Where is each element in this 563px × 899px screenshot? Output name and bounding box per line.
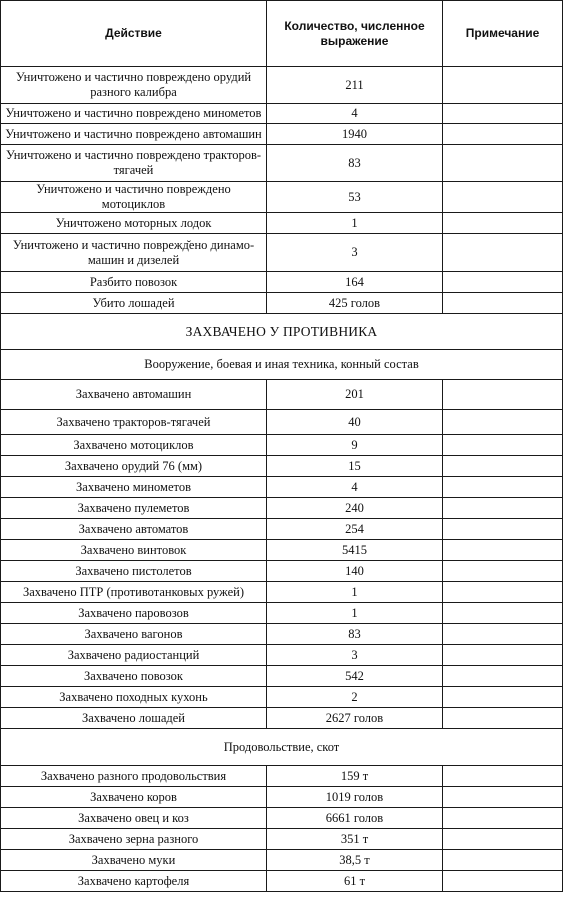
table-row bbox=[1, 582, 563, 603]
value-cell: 38,5 т bbox=[267, 850, 443, 871]
table-row bbox=[1, 829, 563, 850]
action-cell: Захвачено вагонов bbox=[1, 624, 267, 645]
action-cell: Захвачено пулеметов bbox=[1, 498, 267, 519]
table-row bbox=[1, 272, 563, 293]
table-row bbox=[1, 708, 563, 729]
table-row bbox=[1, 645, 563, 666]
table-row bbox=[1, 603, 563, 624]
value-cell: 61 т bbox=[267, 871, 443, 892]
action-cell: Захвачено винтовок bbox=[1, 540, 267, 561]
value-cell: 164 bbox=[267, 272, 443, 293]
note-cell bbox=[443, 666, 563, 687]
table-header-row bbox=[1, 1, 563, 67]
table-row bbox=[1, 561, 563, 582]
value-cell: 425 голов bbox=[267, 293, 443, 314]
note-cell bbox=[443, 182, 563, 213]
value-cell: 40 bbox=[267, 410, 443, 435]
note-cell bbox=[443, 766, 563, 787]
action-cell: Захвачено разного продовольствия bbox=[1, 766, 267, 787]
section-captured-title: ЗАХВАЧЕНО У ПРОТИВНИКА bbox=[1, 314, 563, 350]
table-row bbox=[1, 410, 563, 435]
value-cell: 15 bbox=[267, 456, 443, 477]
action-cell: Захвачено лошадей bbox=[1, 708, 267, 729]
value-cell: 2627 голов bbox=[267, 708, 443, 729]
table-row bbox=[1, 666, 563, 687]
table-row bbox=[1, 477, 563, 498]
value-cell: 3 bbox=[267, 645, 443, 666]
note-cell bbox=[443, 380, 563, 410]
note-cell bbox=[443, 603, 563, 624]
note-cell bbox=[443, 410, 563, 435]
table-row bbox=[1, 234, 563, 272]
action-cell: Захвачено минометов bbox=[1, 477, 267, 498]
note-cell bbox=[443, 456, 563, 477]
note-cell bbox=[443, 687, 563, 708]
action-cell: Захвачено паровозов bbox=[1, 603, 267, 624]
table-row bbox=[1, 67, 563, 104]
note-cell bbox=[443, 561, 563, 582]
note-cell bbox=[443, 272, 563, 293]
value-cell: 53 bbox=[267, 182, 443, 213]
table-row bbox=[1, 293, 563, 314]
value-cell: 2 bbox=[267, 687, 443, 708]
value-cell: 83 bbox=[267, 624, 443, 645]
action-cell: Уничтожено и частично повреждено минометов bbox=[1, 104, 267, 124]
action-cell: Уничтожено и частично повреждено автомашин bbox=[1, 124, 267, 145]
value-cell: 4 bbox=[267, 477, 443, 498]
action-cell: Захвачено овец и коз bbox=[1, 808, 267, 829]
subsection-row bbox=[1, 729, 563, 766]
value-cell: 542 bbox=[267, 666, 443, 687]
action-cell: Уничтожено и частично повреждено мотоциклов bbox=[1, 182, 267, 213]
note-cell bbox=[443, 293, 563, 314]
action-cell: Захвачено зерна разного bbox=[1, 829, 267, 850]
action-cell: Захвачено пистолетов bbox=[1, 561, 267, 582]
section-row bbox=[1, 314, 563, 350]
header-quantity: Количество, численное выражение bbox=[267, 1, 443, 67]
table-row bbox=[1, 766, 563, 787]
note-cell bbox=[443, 213, 563, 234]
action-cell: Захвачено автомашин bbox=[1, 380, 267, 410]
value-cell: 1 bbox=[267, 582, 443, 603]
action-cell: Захвачено радиостанций bbox=[1, 645, 267, 666]
value-cell: 1019 голов bbox=[267, 787, 443, 808]
value-cell: 1940 bbox=[267, 124, 443, 145]
action-cell: Уничтожено и частично повреждено орудий разного калибра bbox=[1, 67, 267, 104]
note-cell bbox=[443, 808, 563, 829]
table-row bbox=[1, 145, 563, 182]
table-row bbox=[1, 850, 563, 871]
note-cell bbox=[443, 850, 563, 871]
value-cell: 211 bbox=[267, 67, 443, 104]
action-cell: Захвачено автоматов bbox=[1, 519, 267, 540]
action-cell: Захвачено ПТР (противотанковых ружей) bbox=[1, 582, 267, 603]
note-cell bbox=[443, 104, 563, 124]
note-cell bbox=[443, 435, 563, 456]
table-row bbox=[1, 687, 563, 708]
value-cell: 83 bbox=[267, 145, 443, 182]
action-cell: Захвачено походных кухонь bbox=[1, 687, 267, 708]
table-row bbox=[1, 624, 563, 645]
action-cell: Убито лошадей bbox=[1, 293, 267, 314]
note-cell bbox=[443, 708, 563, 729]
table-row bbox=[1, 213, 563, 234]
value-cell: 4 bbox=[267, 104, 443, 124]
note-cell bbox=[443, 787, 563, 808]
subsection-equipment-title: Вооружение, боевая и иная техника, конный состав bbox=[1, 350, 563, 380]
value-cell: 201 bbox=[267, 380, 443, 410]
note-cell bbox=[443, 477, 563, 498]
subsection-row bbox=[1, 350, 563, 380]
table-row bbox=[1, 124, 563, 145]
table-row bbox=[1, 104, 563, 124]
header-note: Примечание bbox=[443, 1, 563, 67]
value-cell: 5415 bbox=[267, 540, 443, 561]
note-cell bbox=[443, 519, 563, 540]
table-row bbox=[1, 787, 563, 808]
note-cell bbox=[443, 582, 563, 603]
value-cell: 140 bbox=[267, 561, 443, 582]
note-cell bbox=[443, 234, 563, 272]
action-cell: Уничтожено моторных лодок bbox=[1, 213, 267, 234]
table-row bbox=[1, 435, 563, 456]
note-cell bbox=[443, 145, 563, 182]
note-cell bbox=[443, 498, 563, 519]
action-cell: Захвачено повозок bbox=[1, 666, 267, 687]
action-cell: Захвачено орудий 76 (мм) bbox=[1, 456, 267, 477]
table-row bbox=[1, 540, 563, 561]
subsection-food-title: Продовольствие, скот bbox=[1, 729, 563, 766]
value-cell: 1 bbox=[267, 603, 443, 624]
value-cell: 351 т bbox=[267, 829, 443, 850]
table-row bbox=[1, 498, 563, 519]
action-cell: Захвачено мотоциклов bbox=[1, 435, 267, 456]
action-cell: Захвачено муки bbox=[1, 850, 267, 871]
value-cell: 159 т bbox=[267, 766, 443, 787]
table-row bbox=[1, 380, 563, 410]
table-row bbox=[1, 808, 563, 829]
table-row bbox=[1, 519, 563, 540]
note-cell bbox=[443, 871, 563, 892]
action-cell: Захвачено коров bbox=[1, 787, 267, 808]
note-cell bbox=[443, 540, 563, 561]
note-cell bbox=[443, 624, 563, 645]
value-cell: 254 bbox=[267, 519, 443, 540]
value-cell: 6661 голов bbox=[267, 808, 443, 829]
table-row bbox=[1, 456, 563, 477]
value-cell: 1 bbox=[267, 213, 443, 234]
note-cell bbox=[443, 67, 563, 104]
action-cell: Уничтожено и частично повреждено тракторов-тягачей bbox=[1, 145, 267, 182]
note-cell bbox=[443, 124, 563, 145]
action-cell: Разбито повозок bbox=[1, 272, 267, 293]
note-cell bbox=[443, 645, 563, 666]
action-cell: Захвачено тракторов-тягачей bbox=[1, 410, 267, 435]
table-row bbox=[1, 182, 563, 213]
table-row bbox=[1, 871, 563, 892]
action-cell: Уничтожено и частично поврежд̆ено динамо-машин и дизелей bbox=[1, 234, 267, 272]
action-cell: Захвачено картофеля bbox=[1, 871, 267, 892]
value-cell: 240 bbox=[267, 498, 443, 519]
value-cell: 9 bbox=[267, 435, 443, 456]
note-cell bbox=[443, 829, 563, 850]
header-action: Действие bbox=[1, 1, 267, 67]
value-cell: 3 bbox=[267, 234, 443, 272]
